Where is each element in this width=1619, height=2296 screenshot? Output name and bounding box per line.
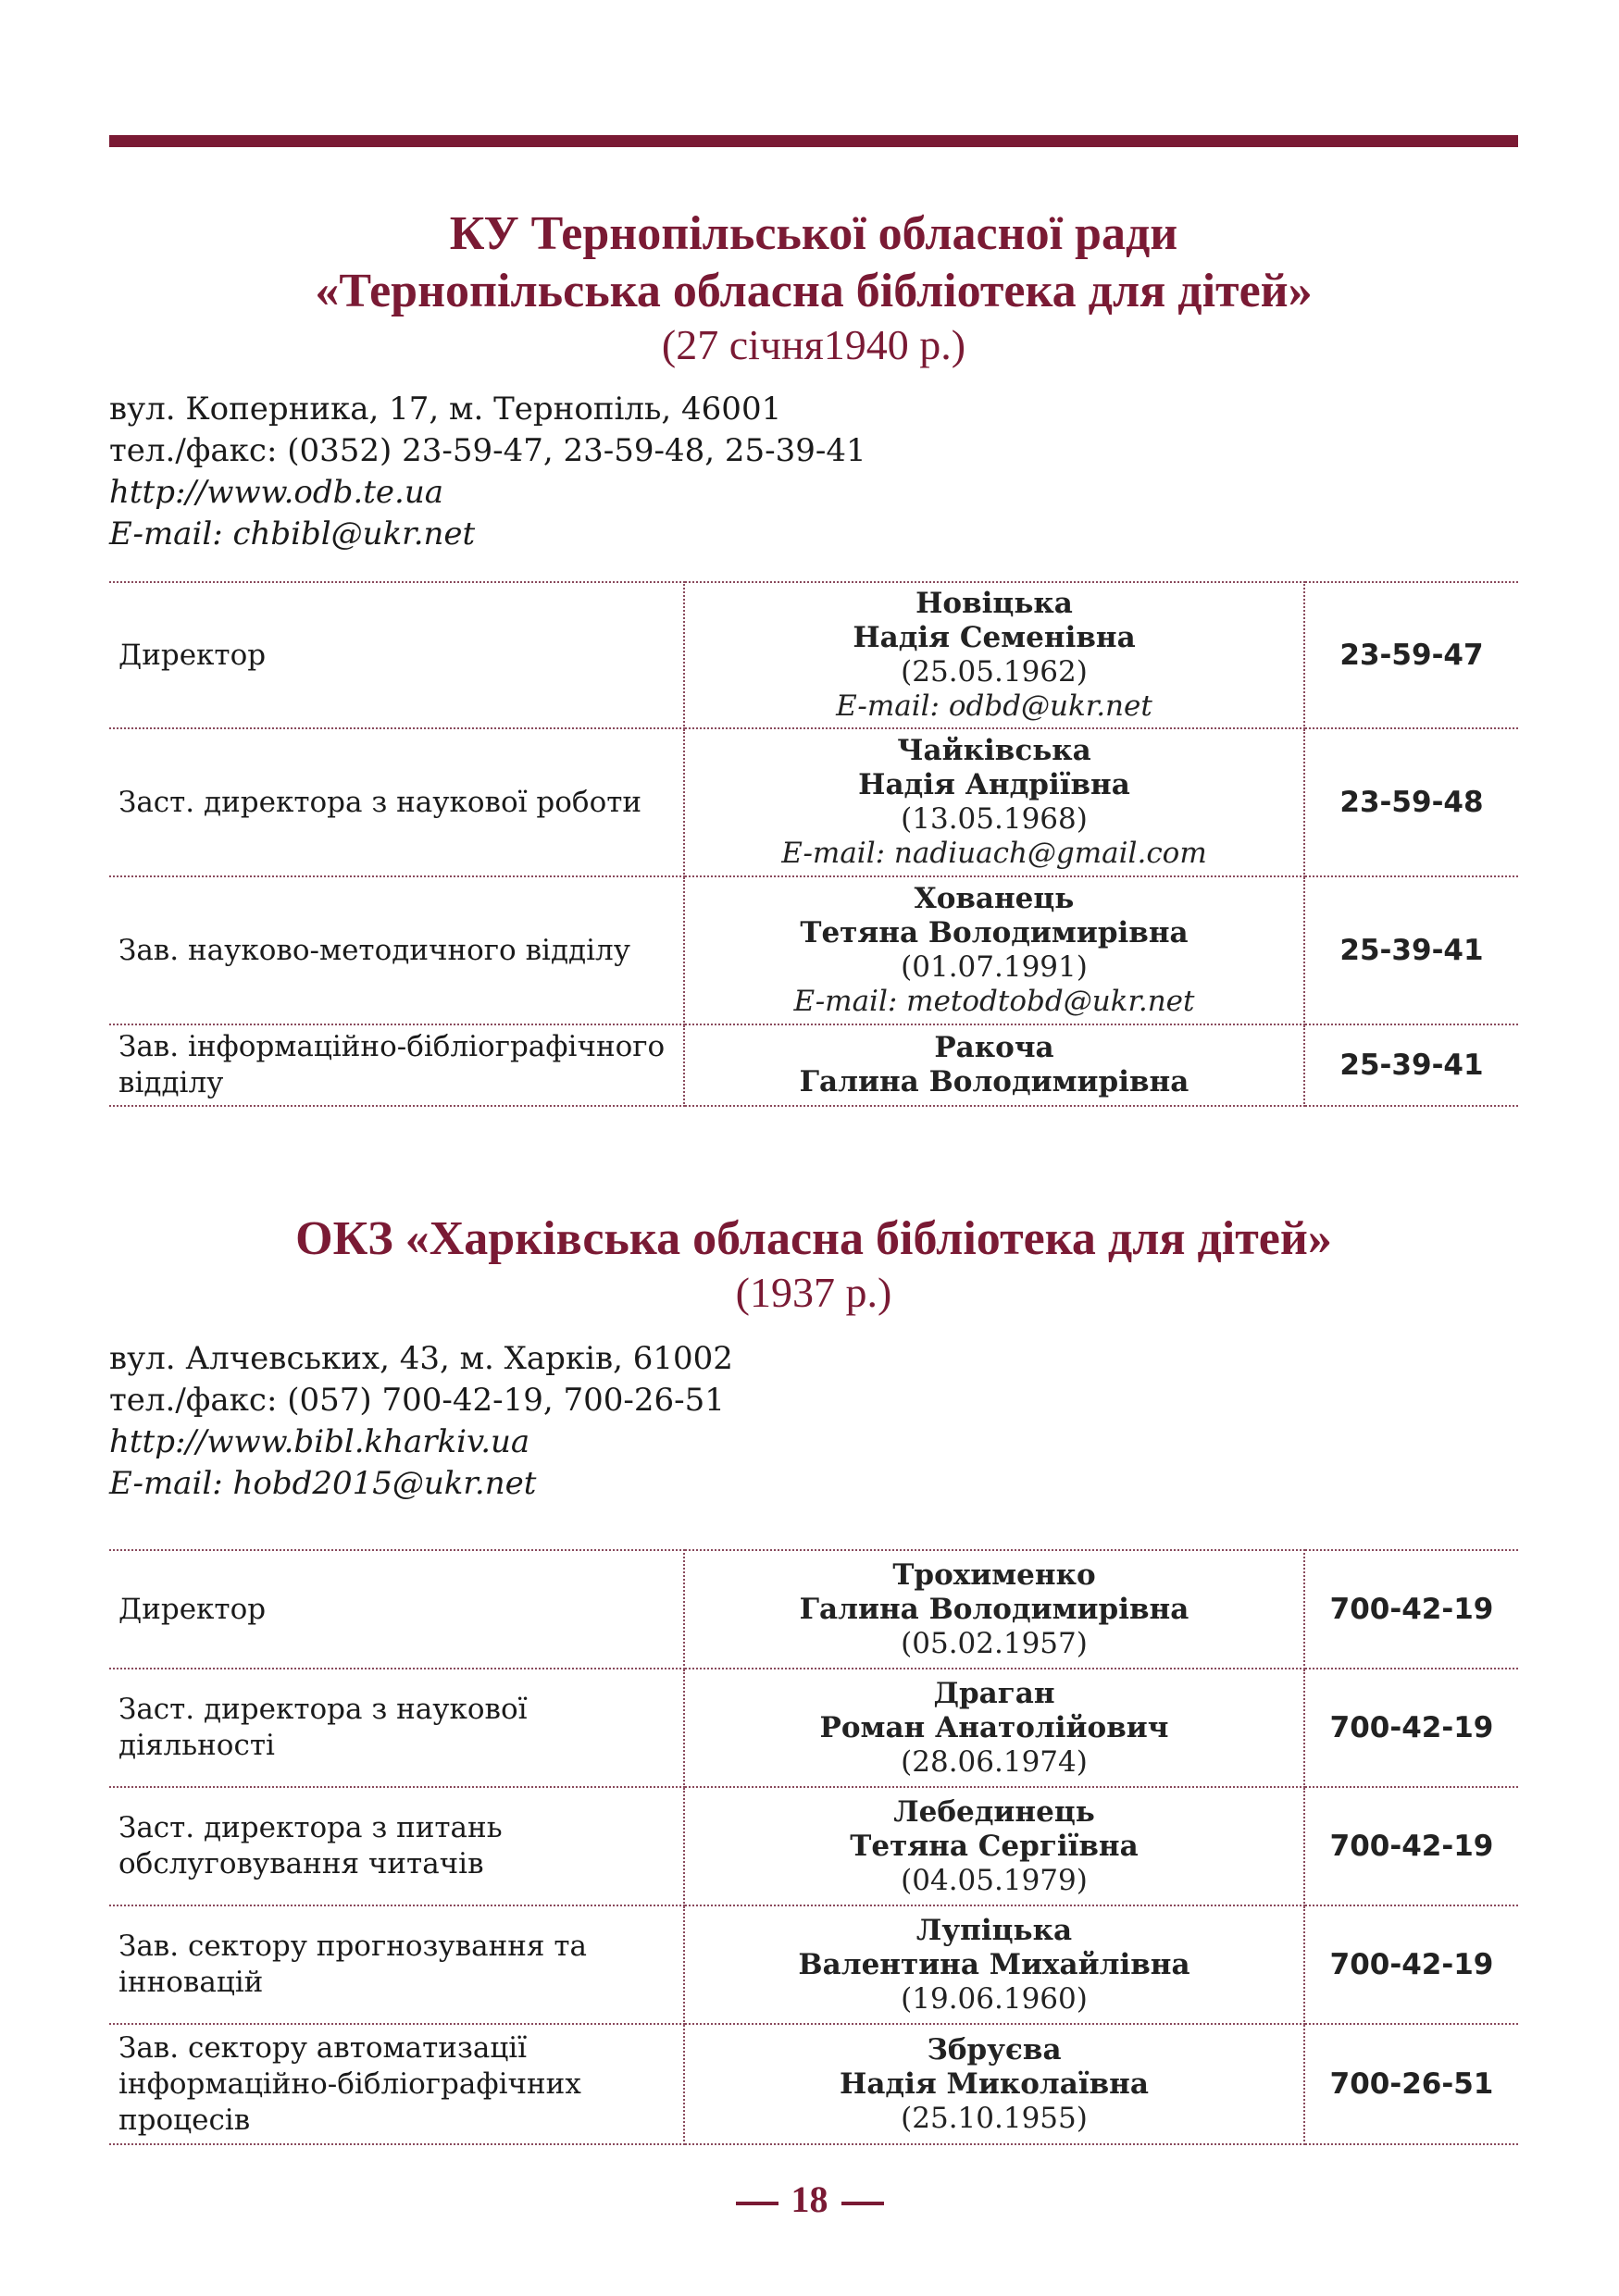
page-number-value: 18	[791, 2178, 828, 2220]
person-dob: (28.06.1974)	[901, 1744, 1088, 1779]
org-website-link[interactable]: http://www.bibl.kharkiv.ua	[109, 1423, 530, 1460]
phone-cell: 700-42-19	[1304, 1550, 1518, 1669]
person-cell	[684, 1550, 1304, 1669]
person-cell	[684, 1787, 1304, 1905]
org-section-ternopil	[109, 205, 1518, 1107]
person-cell	[684, 728, 1304, 876]
org-title-line2: «Тернопільська обласна бібліотека для дітей»	[315, 265, 1313, 317]
org-title: КУ Тернопільської обласної ради	[449, 207, 1178, 260]
position-cell: Зав. сектору автоматизації інформаційно-бібліографічних процесів	[109, 2024, 684, 2144]
phone-cell: 700-26-51	[1304, 2024, 1518, 2144]
person-surname: Збруєва	[927, 2032, 1062, 2066]
person-name: Тетяна Володимирівна	[800, 916, 1189, 949]
phone-cell: 25-39-41	[1304, 1024, 1518, 1106]
phone-cell: 700-42-19	[1304, 1669, 1518, 1787]
position-cell: Зав. інформаційно-бібліографічного відділу	[109, 1024, 684, 1106]
person-cell	[684, 1905, 1304, 2024]
person-cell	[684, 2024, 1304, 2144]
table-row	[109, 2024, 1518, 2144]
table-row	[109, 1905, 1518, 2024]
phone-cell: 700-42-19	[1304, 1787, 1518, 1905]
person-dob: (25.10.1955)	[901, 2101, 1088, 2135]
person-name: Галина Володимирівна	[799, 1065, 1189, 1098]
person-cell	[684, 1024, 1304, 1106]
staff-table	[109, 1549, 1518, 2145]
org-website-link[interactable]: http://www.odb.te.ua	[109, 474, 444, 511]
person-email[interactable]: E-mail: odbd@ukr.net	[836, 689, 1152, 723]
position-cell: Директор	[109, 582, 684, 728]
person-surname: Трохименко	[892, 1558, 1096, 1592]
person-name: Надія Миколаївна	[840, 2066, 1149, 2101]
person-dob: (25.05.1962)	[901, 655, 1088, 689]
phone-cell: 23-59-48	[1304, 728, 1518, 876]
org-email-link[interactable]: E-mail: chbibl@ukr.net	[109, 515, 476, 552]
person-name: Валентина Михайлівна	[798, 1947, 1190, 1981]
person-name: Тетяна Сергіївна	[850, 1829, 1139, 1863]
position-cell: Зав. науково-методичного відділу	[109, 876, 684, 1024]
person-surname: Лебединець	[893, 1794, 1095, 1829]
table-row	[109, 1669, 1518, 1787]
org-phone: тел./факс: (057) 700-42-19, 700-26-51	[109, 1382, 725, 1419]
person-dob: (13.05.1968)	[901, 802, 1088, 836]
person-name: Надія Андріївна	[858, 768, 1130, 801]
org-year: (27 січня1940 р.)	[661, 321, 966, 368]
position-cell: Заст. директора з питань обслуговування читачів	[109, 1787, 684, 1905]
person-surname: Хованець	[914, 882, 1075, 915]
person-surname: Драган	[933, 1676, 1055, 1710]
table-row	[109, 582, 1518, 728]
person-surname: Ракоча	[934, 1031, 1054, 1064]
person-dob: (05.02.1957)	[901, 1626, 1088, 1660]
person-name: Роман Анатолійович	[819, 1710, 1169, 1744]
org-year: (1937 р.)	[735, 1269, 892, 1316]
table-row	[109, 728, 1518, 876]
person-email[interactable]: E-mail: nadiuach@gmail.com	[781, 837, 1207, 870]
page-number	[0, 2178, 1619, 2221]
org-contacts	[109, 1338, 1518, 1505]
org-email-link[interactable]: E-mail: hobd2015@ukr.net	[109, 1465, 537, 1502]
person-dob: (19.06.1960)	[901, 1981, 1088, 2016]
person-surname: Чайківська	[897, 734, 1091, 767]
org-address: вул. Алчевських, 43, м. Харків, 61002	[109, 1340, 733, 1377]
person-surname: Лупіцька	[915, 1913, 1073, 1947]
org-section-kharkiv	[109, 1210, 1518, 2145]
org-contacts	[109, 389, 1518, 555]
person-cell	[684, 1669, 1304, 1787]
table-row	[109, 1787, 1518, 1905]
position-cell: Директор	[109, 1550, 684, 1669]
top-rule	[109, 135, 1518, 147]
table-row	[109, 1024, 1518, 1106]
org-title: ОКЗ «Харківська обласна бібліотека для дітей»	[295, 1212, 1332, 1265]
phone-cell: 23-59-47	[1304, 582, 1518, 728]
person-cell	[684, 582, 1304, 728]
position-cell: Зав. сектору прогнозування та інновацій	[109, 1905, 684, 2024]
person-dob: (01.07.1991)	[901, 950, 1088, 984]
person-surname: Новіцька	[915, 587, 1073, 620]
position-cell: Заст. директора з наукової роботи	[109, 728, 684, 876]
position-cell: Заст. директора з наукової діяльності	[109, 1669, 684, 1787]
person-name: Надія Семенівна	[853, 621, 1136, 654]
page-number-dash-right	[841, 2202, 884, 2205]
person-dob: (04.05.1979)	[901, 1863, 1088, 1897]
person-email[interactable]: E-mail: metodtobd@ukr.net	[793, 985, 1195, 1018]
org-phone: тел./факс: (0352) 23-59-47, 23-59-48, 25-39-41	[109, 432, 866, 469]
phone-cell: 700-42-19	[1304, 1905, 1518, 2024]
staff-table	[109, 581, 1518, 1107]
person-name: Галина Володимирівна	[799, 1592, 1189, 1626]
table-row	[109, 1550, 1518, 1669]
person-cell	[684, 876, 1304, 1024]
org-address: вул. Коперника, 17, м. Тернопіль, 46001	[109, 391, 782, 428]
table-row	[109, 876, 1518, 1024]
phone-cell: 25-39-41	[1304, 876, 1518, 1024]
page-number-dash-left	[736, 2202, 778, 2205]
